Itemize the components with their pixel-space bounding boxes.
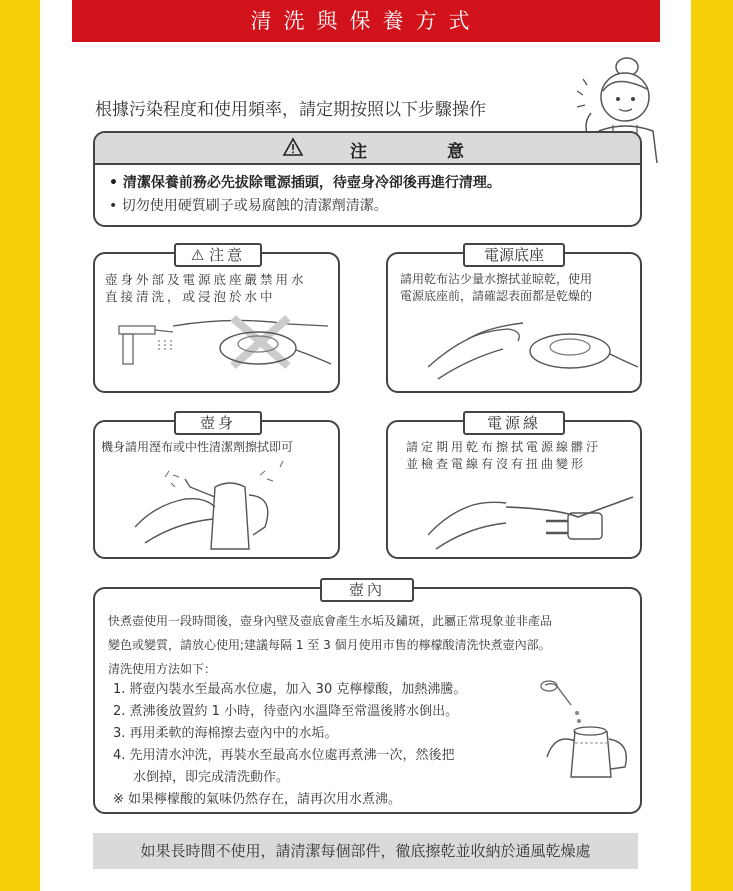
no-water-illustration <box>113 306 335 386</box>
base-text: 請用乾布沾少量水擦拭並晾乾，使用 <box>400 272 593 286</box>
body-panel <box>93 414 340 559</box>
step-item: 2. 煮沸後放置約 1 小時，待壺內水溫降至常溫後將水倒出。 <box>113 704 459 719</box>
footer-note: 如果長時間不使用，請清潔每個部件，徹底擦乾並收納於通風乾燥處 <box>93 833 638 869</box>
caution-text: 直接清洗，或浸泡於水中 <box>105 289 276 304</box>
warning-icon <box>282 137 304 157</box>
cord-panel-title: 電源線 <box>463 411 565 435</box>
body-text: 機身請用溼布或中性清潔劑擦拭即可 <box>101 440 294 454</box>
inner-panel-title: 壺內 <box>320 578 414 602</box>
inner-paragraph: 變色或變質，請放心使用;建議每隔 1 至 3 個月使用市售的檸檬酸清洗快煮壺內部。 <box>108 638 551 652</box>
warning-item: • 切勿使用硬質刷子或易腐蝕的清潔劑清潔。 <box>109 198 388 214</box>
left-side-stripe <box>0 0 40 891</box>
cord-text: 請定期用乾布擦拭電源線髒汙 <box>406 440 602 454</box>
intro-text: 根據污染程度和使用頻率，請定期按照以下步驟操作 <box>95 100 486 120</box>
step-item: 3. 再用柔軟的海棉擦去壺內中的水垢。 <box>113 726 338 741</box>
warning-header <box>95 133 640 165</box>
warning-box <box>93 131 642 227</box>
cord-plug-illustration <box>428 477 638 555</box>
warning-icon: ⚠ <box>190 246 205 264</box>
kettle-lemon-illustration <box>535 677 635 787</box>
right-side-stripe <box>691 0 733 891</box>
wipe-kettle-illustration <box>135 457 335 555</box>
step-item: 1. 將壺內裝水至最高水位處，加入 30 克檸檬酸，加熱沸騰。 <box>113 682 467 697</box>
inner-panel <box>93 581 642 814</box>
step-note: ※ 如果檸檬酸的氣味仍然存在，請再次用水煮沸。 <box>113 792 402 807</box>
caution-panel-title: ⚠ 注意 <box>174 243 262 267</box>
step-item: 水倒掉，即完成清洗動作。 <box>133 770 290 785</box>
cord-text: 並檢查電線有沒有扭曲變形 <box>406 457 587 471</box>
cord-panel <box>386 414 642 559</box>
caution-text: 壺身外部及電源底座嚴禁用水 <box>105 272 307 287</box>
warning-item: • 清潔保養前務必先拔除電源插頭，待壺身冷卻後再進行清理。 <box>109 175 501 191</box>
step-item: 4. 先用清水沖洗，再裝水至最高水位處再煮沸一次，然後把 <box>113 748 455 763</box>
page-title: 清洗與保養方式 <box>72 0 660 42</box>
base-text: 電源底座前，請確認表面都是乾燥的 <box>400 289 593 303</box>
warning-title: 注意 <box>350 142 544 162</box>
caution-panel <box>93 246 340 393</box>
body-panel-title: 壺身 <box>174 411 262 435</box>
base-panel-title: 電源底座 <box>463 243 565 267</box>
inner-paragraph: 清洗使用方法如下： <box>108 662 217 676</box>
base-panel <box>386 246 642 393</box>
wipe-base-illustration <box>428 309 638 387</box>
inner-paragraph: 快煮壺使用一段時間後，壺身內壁及壺底會產生水垢及鏽斑，此屬正常現象並非產品 <box>108 614 553 628</box>
